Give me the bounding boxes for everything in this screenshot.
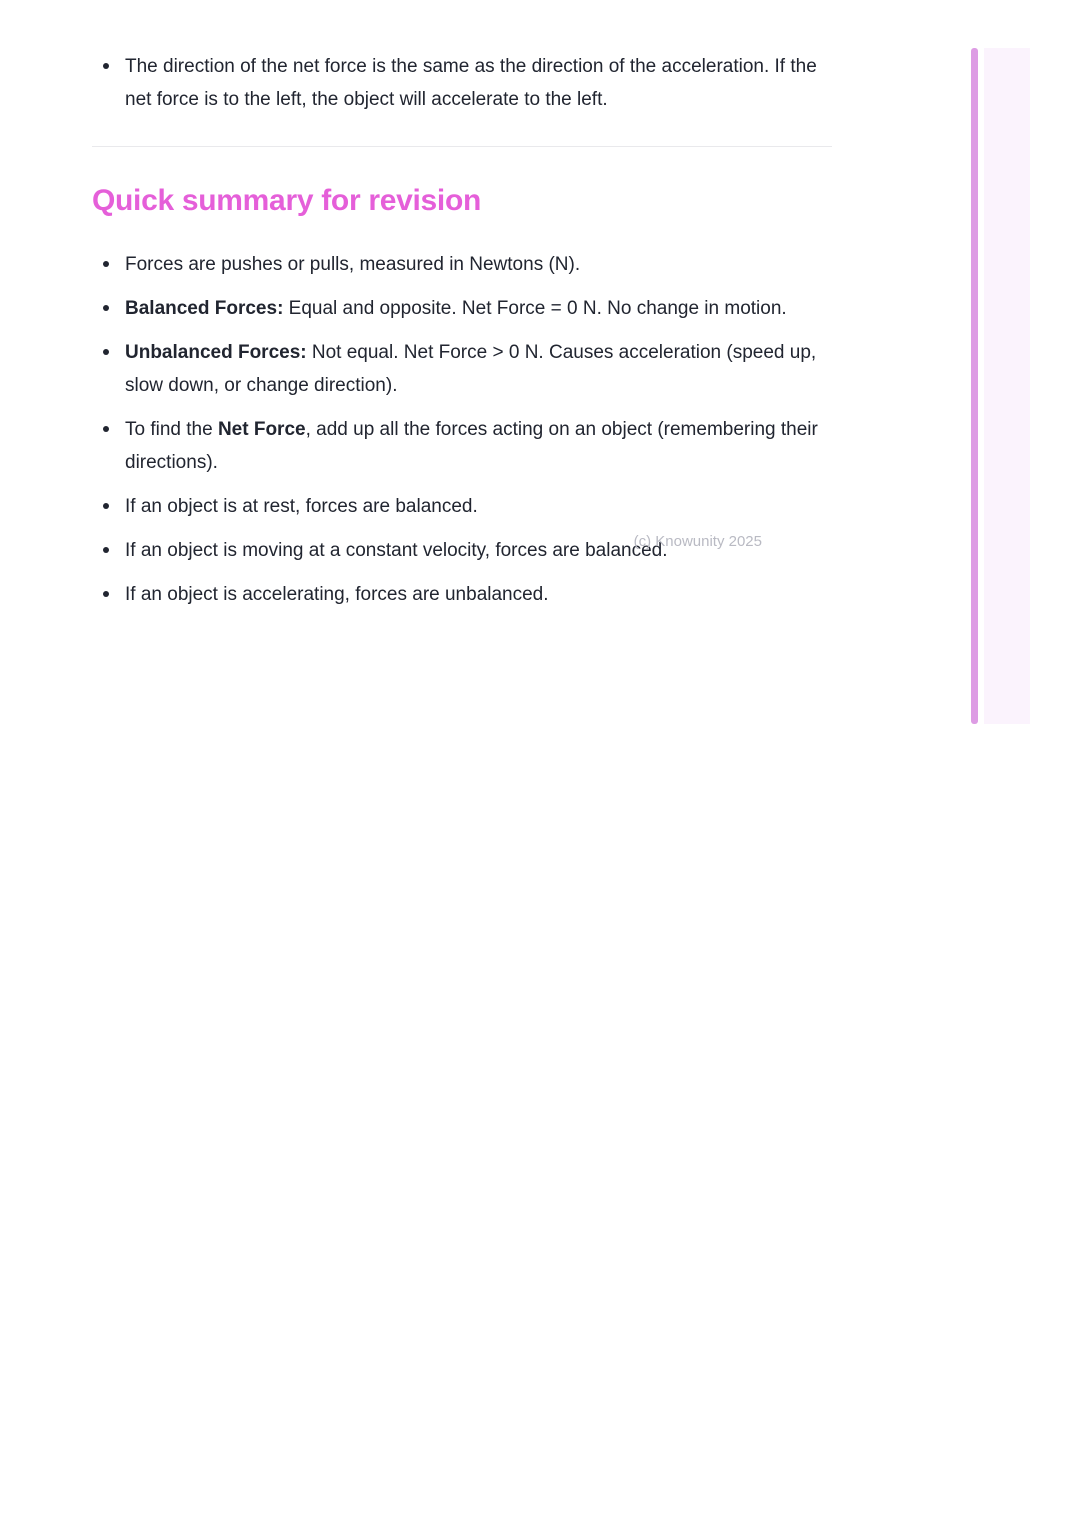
- list-item: [92, 578, 832, 611]
- bullet-text: The direction of the net force is the same as the direction of the acceleration. If the net force is to the left, the object will accelerate to the left.: [125, 56, 817, 110]
- copyright-footer: (c) Knowunity 2025: [633, 533, 762, 550]
- section-heading: Quick summary for revision: [92, 184, 482, 217]
- list-item: [92, 413, 832, 479]
- section-divider: [92, 146, 832, 147]
- bullet-bold-text: Unbalanced Forces:: [125, 342, 307, 363]
- list-item: [92, 292, 832, 325]
- bullet-text: Forces are pushes or pulls, measured in Newtons (N).: [125, 254, 581, 275]
- bullet-text: If an object is moving at a constant velocity, forces are balanced.: [125, 540, 668, 561]
- list-item: [92, 248, 832, 281]
- list-item: [92, 336, 832, 402]
- bullet-text: , add up all the forces acting on an object (remembering their directions).: [125, 419, 818, 473]
- list-item: [92, 50, 832, 116]
- bullet-bold-text: Balanced Forces:: [125, 298, 284, 319]
- document-content: [92, 50, 832, 622]
- bullet-list-summary: [92, 248, 832, 611]
- bullet-list-top: [92, 50, 832, 116]
- bullet-text: If an object is at rest, forces are balanced.: [125, 496, 478, 517]
- bullet-text: To find the: [125, 419, 218, 440]
- bullet-bold-text: Net Force: [217, 419, 306, 440]
- list-item: [92, 490, 832, 523]
- bullet-text: Equal and opposite. Net Force = 0 N. No change in motion.: [283, 298, 787, 319]
- bullet-text: Not equal. Net Force > 0 N. Causes acceleration (speed up, slow down, or change direction).: [125, 342, 817, 396]
- scrollbar-track[interactable]: [984, 48, 1030, 724]
- bullet-text: If an object is accelerating, forces are unbalanced.: [125, 584, 549, 605]
- scrollbar-thumb[interactable]: [971, 48, 978, 724]
